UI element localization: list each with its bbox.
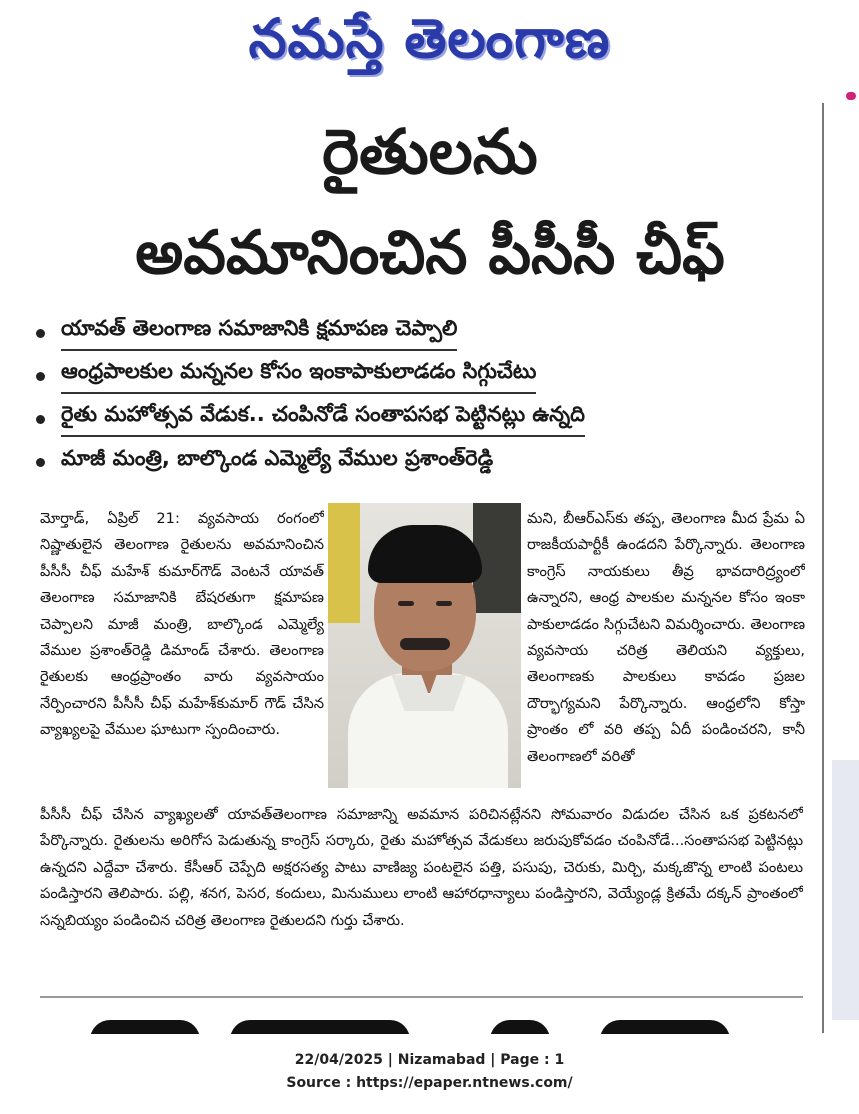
bullet-text: యావత్ తెలంగాణ సమాజానికి క్షమాపణ చెప్పాలి	[61, 316, 457, 351]
masthead-logo: నమస్తే తెలంగాణ	[248, 6, 611, 70]
footer-edition-info: 22/04/2025 | Nizamabad | Page : 1	[294, 1052, 565, 1068]
bullet-item	[36, 312, 736, 355]
next-article-headline-cutoff	[40, 1006, 803, 1034]
footer-source: Source : https://epaper.ntnews.com/	[286, 1075, 573, 1091]
bullet-dot-icon	[36, 329, 45, 338]
headline-line-2: అవమానించిన పీసీసీ చీఫ్	[135, 218, 725, 288]
article-column-left	[40, 506, 324, 800]
bullet-item	[36, 398, 736, 441]
column-divider	[822, 103, 824, 1033]
article-column-right	[527, 506, 805, 800]
adjacent-article-image	[832, 760, 859, 1020]
bullet-text: మాజీ మంత్రి, బాల్కొండ ఎమ్మెల్యే వేముల ప్రశాంత్‌రెడ్డి	[61, 446, 494, 470]
subheading-bullets	[36, 312, 736, 484]
portrait-photo	[328, 503, 521, 788]
adjacent-article-mark	[846, 92, 856, 100]
bullet-dot-icon	[36, 415, 45, 424]
bullet-item	[36, 355, 736, 398]
article-paragraph: మని, బీఆర్ఎస్‌కు తప్ప, తెలంగాణ మీద ప్రేమ ఏ రాజకీయపార్టీకీ ఉండదని పేర్కొన్నారు. తెలంగాణ కాంగ్రెస్ నాయకులు తీవ్ర భావదారిద్ర్యంలో ఉన్నారని, ఆంధ్ర పాలకుల మన్ననల కోసం ఇంకా పాకులాడడం సిగ్గుచేటని విమర్శించారు. తెలంగాణ వ్యవసాయ చరిత్ర తెలియని వ్యక్తులు, తెలంగాణకు పాలకులు కావడం ప్రజల దౌర్భాగ్యమని పేర్కొన్నారు. ఆంధ్రలోని కోస్తా ప్రాంతం లో వరి తప్ప ఏదీ పండించరని, కానీ తెలంగాణలో వరితో	[527, 510, 805, 765]
bullet-dot-icon	[36, 458, 45, 467]
bullet-dot-icon	[36, 372, 45, 381]
section-divider	[40, 996, 803, 998]
article-paragraph: పీసీసీ చీఫ్ చేసిన వ్యాఖ్యలతో యావత్‌తెలంగాణ సమాజాన్ని అవమాన పరిచినట్లేనని సోమవారం విడుదల చేసిన ఒక ప్రకటనలో పేర్కొన్నారు. రైతులను అరిగోస పెడుతున్న కాంగ్రెస్ సర్కారు, రైతు మహోత్సవ వేడుకలు జరుపుకోవడం చంపినోడే...సంతాపసభ పెట్టినట్లు ఉన్నదని ఎద్దేవా చేశారు. కేసీఆర్ చెప్పేది అక్షరసత్య పాటు వాణిజ్య పంటలైన పత్తి, పసుపు, చెరుకు, మిర్చి, మక్కజొన్న లాంటి పంటలు పండిస్తారని తెలిపారు. పల్లి, శనగ, పెసర, కందులు, మినుములు లాంటి ఆహారధాన్యాలు పండిస్తారని, వెయ్యేండ్ల క్రితమే దక్కన్ ప్రాంతంలో సన్నబియ్యం పండించిన చరిత్ర తెలంగాణ రైతులదని గుర్తు చేశారు.	[40, 806, 803, 929]
bullet-text: రైతు మహోత్సవ వేడుక.. చంపినోడే సంతాపసభ పెట్టినట్లు ఉన్నది	[61, 402, 585, 437]
article-bottom-text	[40, 802, 803, 980]
bullet-text: ఆంధ్రపాలకుల మన్ననల కోసం ఇంకాపాకులాడడం సిగ్గుచేటు	[61, 359, 536, 394]
bullet-item	[36, 441, 736, 484]
headline-line-1: రైతులను	[322, 115, 538, 188]
article-paragraph: మోర్తాడ్, ఏప్రిల్ 21: వ్యవసాయ రంగంలో నిష్ణాతులైన తెలంగాణ రైతులను అవమానించిన పీసీసీ చీఫ్ మహేశ్ కుమార్‌గౌడ్ వెంటనే యావత్ తెలంగాణ సమాజానికి బేషరతుగా క్షమాపణ చెప్పాలని మాజీ మంత్రి, బాల్కొండ ఎమ్మెల్యే వేముల ప్రశాంత్‌రెడ్డి డిమాండ్ చేశారు. తెలంగాణ రైతులకు ఆంధ్రప్రాంతం వారు వ్యవసాయం నేర్పించారని పీసీసీ చీఫ్ మహేశ్‌కుమార్ గౌడ్ చేసిన వ్యాఖ్యలపై వేముల ఘాటుగా స్పందించారు.	[40, 510, 324, 739]
